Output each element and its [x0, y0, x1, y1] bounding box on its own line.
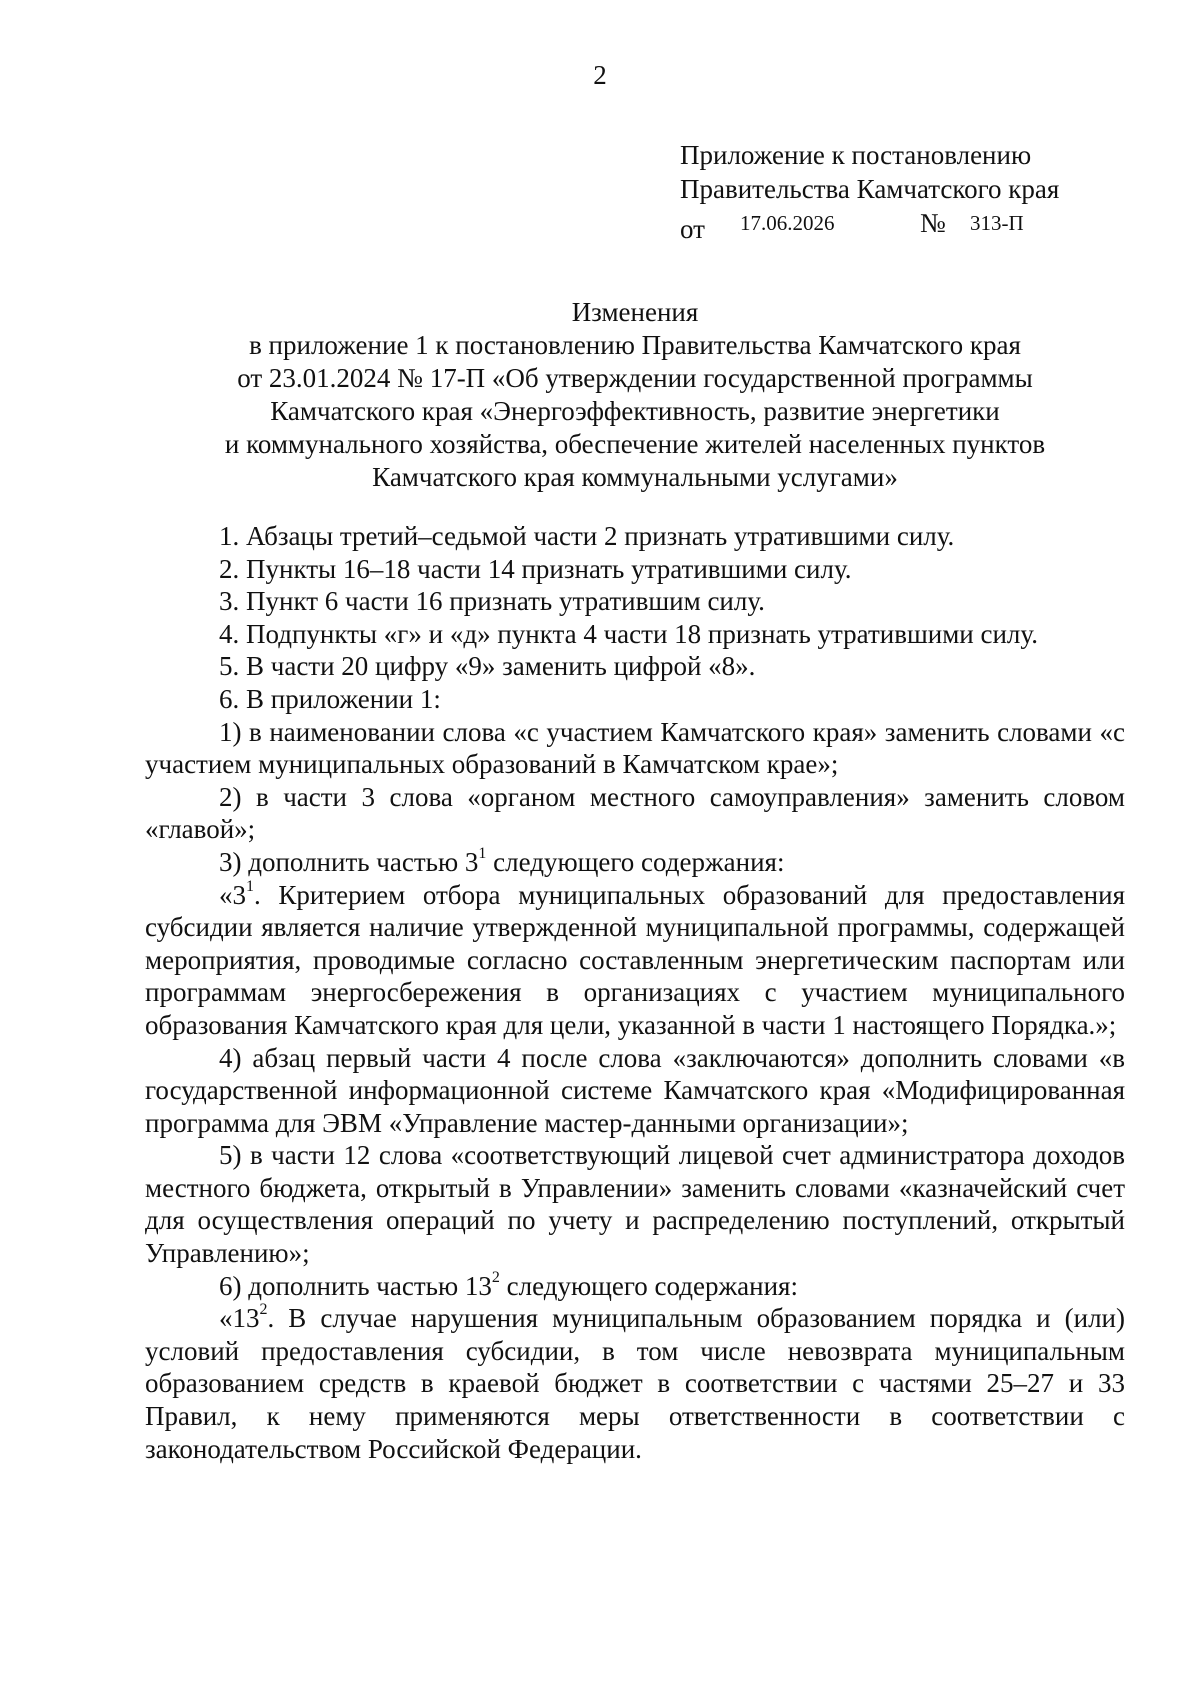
appendix-line-2: Правительства Камчатского края [680, 174, 1060, 204]
appendix-line-1: Приложение к постановлению [680, 140, 1032, 170]
subitem-6-text-end: следующего содержания: [499, 1270, 798, 1301]
subitem-1: 1) в наименовании слова «с участием Камчатского края» заменить словами «с участием муниципальных образований в Камчатском крае»; [145, 716, 1125, 780]
subitem-3-text: 3) дополнить частью 3 [219, 846, 479, 877]
subitem-5: 5) в части 12 слова «соответствующий лицевой счет администратора доходов местного бюджета, открытый в Управлении» заменить словами «казначейский счет для осуществления операций по учету и распределению поступлений, открытый Управлению»; [145, 1140, 1125, 1269]
title-heading: Изменения [571, 297, 699, 327]
document-body [145, 520, 1125, 1465]
quote-13-2-start: «13 [219, 1303, 260, 1334]
item-1: 1. Абзацы третий–седьмой части 2 признать утратившими силу. [219, 521, 955, 551]
superscript: 1 [478, 844, 487, 862]
item-6: 6. В приложении 1: [219, 683, 441, 714]
superscript: 1 [246, 877, 254, 895]
item-3: 3. Пункт 6 части 16 признать утратившим силу. [219, 586, 765, 617]
quote-3-1-start: «3 [219, 879, 246, 910]
appendix-reference [680, 206, 1059, 244]
quote-13-2 [145, 1302, 1125, 1465]
subitem-3-text-end: следующего содержания: [486, 846, 785, 877]
number-sign: № [920, 208, 946, 238]
subitem-4: 4) абзац первый части 4 после слова «заключаются» дополнить словами «в государственной информационной системе Камчатского края «Модифицированная программа для ЭВМ «Управление мастер-данными организации»; [145, 1042, 1125, 1138]
title-line: Камчатского края «Энергоэффективность, развитие энергетики [270, 396, 1000, 426]
subitem-6-text: 6) дополнить частью 13 [219, 1270, 492, 1301]
item-4: 4. Подпункты «г» и «д» пункта 4 части 18 признать утратившими силу. [219, 618, 1038, 649]
quote-3-1-text: . Критерием отбора муниципальных образований для предоставления субсидии является наличие утвержденной муниципальной программы, содержащей мероприятия, проводимые согласно составленным энергетическим паспортам или программам энергосбережения в организациях с участием муниципального образования Камчатского края для цели, указанной в части 1 настоящего Порядка.»; [145, 879, 1125, 1040]
superscript: 2 [491, 1268, 500, 1286]
title-line: Камчатского края коммунальными услугами» [372, 462, 898, 492]
subitem-3 [145, 846, 1125, 879]
quote-3-1 [145, 879, 1125, 1042]
resolution-date: 17.06.2026 [740, 211, 835, 235]
document-title [145, 296, 1125, 494]
item-5: 5. В части 20 цифру «9» заменить цифрой «8». [219, 651, 756, 682]
title-line: и коммунального хозяйства, обеспечение жителей населенных пунктов [224, 429, 1046, 459]
title-line: от 23.01.2024 № 17-П «Об утверждении государственной программы [237, 363, 1033, 393]
appendix-header [680, 138, 1060, 244]
date-label: от [680, 214, 705, 244]
quote-13-2-text: . В случае нарушения муниципальным образованием порядка и (или) условий предоставления субсидии, в том числе невозврата муниципальным образованием средств в краевой бюджет в соответствии с частями 25–27 и 33 Правил, к нему применяются меры ответственности в соответствии с законодательством Российской Федерации. [145, 1303, 1125, 1464]
superscript: 2 [259, 1301, 268, 1319]
subitem-6 [145, 1270, 1125, 1303]
item-2: 2. Пункты 16–18 части 14 признать утратившими силу. [219, 553, 852, 584]
resolution-number: 313-П [970, 211, 1024, 235]
page-number: 2 [593, 60, 607, 90]
title-line: в приложение 1 к постановлению Правительства Камчатского края [249, 330, 1021, 360]
subitem-2: 2) в части 3 слова «органом местного самоуправления» заменить словом «главой»; [145, 781, 1125, 845]
